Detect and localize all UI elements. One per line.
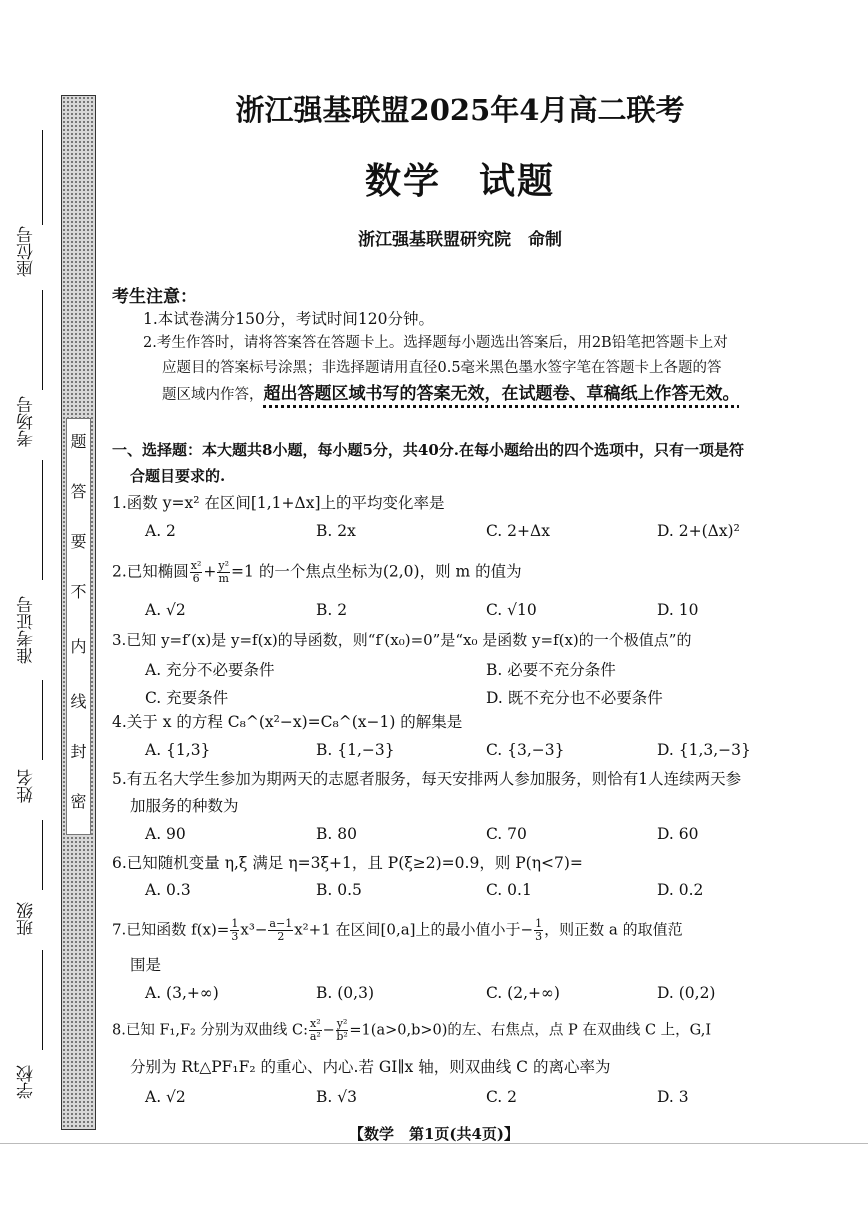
footer-divider: [0, 1143, 868, 1144]
section-heading-line1: 一、选择题：本大题共8小题，每小题5分，共40分.在每小题给出的四个选项中，只有一项是符: [112, 441, 744, 459]
q1-option-c: C. 2+Δx: [486, 522, 550, 540]
q2-option-a: A. √2: [145, 601, 186, 619]
q3-option-c: C. 充要条件: [145, 689, 229, 707]
question-3-stem: 3.已知 y=f′(x)是 y=f(x)的导函数，则“f′(x₀)=0”是“x₀ 是函数 y=f(x)的一个极值点”的: [112, 631, 692, 649]
q1-option-b: B. 2x: [316, 522, 356, 540]
q6-option-a: A. 0.3: [145, 881, 191, 899]
question-8-stem: 8.已知 F₁,F₂ 分别为双曲线 C: $\frac{\text{x²}}{\text{a²}}$ − $\frac{\text{y²}}{\text{b²}}$ =1(a>0,b>0)的左、右焦点，点 P 在双曲线 C 上，G,I: [112, 1017, 712, 1043]
subject-title: 数学 试题: [364, 160, 555, 202]
q2-option-d: D. 10: [657, 601, 699, 619]
q4-option-a: A. {1,3}: [145, 741, 211, 759]
question-7-stem: 7.已知函数 f(x)= $\frac{1}{3}$ x³− $\frac{a-1}{2}$ x²+1 在区间[0,a]上的最小值小于− $\frac{1}{3}$ ，则正数 a 的取值范: [112, 917, 683, 943]
notice-item-2-line1: 2.考生作答时，请将答案答在答题卡上。选择题每小题选出答案后，用2B铅笔把答题卡上对: [143, 335, 728, 351]
q7-option-b: B. (0,3): [316, 984, 374, 1002]
question-5-line2: 加服务的种数为: [130, 797, 239, 815]
q8-option-c: C. 2: [486, 1088, 518, 1106]
notice-item-2-text: 题区域内作答，: [162, 387, 264, 403]
q2-option-b: B. 2: [316, 601, 348, 619]
class-label: 班级: [17, 902, 37, 936]
q5-option-b: B. 80: [316, 825, 357, 843]
notice-heading: 考生注意：: [112, 287, 197, 307]
q3-option-b: B. 必要不充分条件: [486, 661, 616, 679]
q3-option-d: D. 既不充分也不必要条件: [486, 689, 663, 707]
q7-option-c: C. (2,+∞): [486, 984, 560, 1002]
exam-room-label: 考场号: [17, 396, 37, 448]
q7-option-a: A. (3,+∞): [145, 984, 219, 1002]
producer-line: 浙江强基联盟研究院 命制: [358, 230, 562, 250]
q5-option-d: D. 60: [657, 825, 699, 843]
school-label: 学校: [17, 1065, 37, 1099]
seal-char: 内: [70, 637, 87, 656]
q4-option-d: D. {1,3,−3}: [657, 741, 751, 759]
name-label: 姓名: [17, 769, 37, 803]
seat-number-label: 座位号: [17, 226, 37, 278]
q8-option-a: A. √2: [145, 1088, 186, 1106]
notice-emphasis: 超出答题区域书写的答案无效，在试题卷、草稿纸上作答无效。: [263, 384, 740, 404]
seal-char: 封: [70, 742, 87, 761]
seal-char: 密: [70, 792, 87, 811]
seal-char: 要: [70, 532, 87, 551]
binding-margin: [14, 0, 54, 1227]
seal-char: 题: [70, 432, 87, 451]
notice-item-2-line2: 应题目的答案标号涂黑；非选择题请用直径0.5毫米黑色墨水签字笔在答题卡上各题的答: [162, 360, 722, 376]
question-6-stem: 6.已知随机变量 η,ξ 满足 η=3ξ+1，且 P(ξ≥2)=0.9，则 P(η<7)=: [112, 854, 583, 872]
q1-option-a: A. 2: [145, 522, 176, 540]
q4-option-b: B. {1,−3}: [316, 741, 395, 759]
seal-line-box: [66, 418, 91, 835]
question-7-line2: 围是: [130, 956, 162, 974]
question-5-line1: 5.有五名大学生参加为期两天的志愿者服务，每天安排两人参加服务，则恰有1人连续两天参: [112, 770, 742, 788]
page-footer: 【数学 第1页(共4页)】: [348, 1125, 520, 1143]
q6-option-d: D. 0.2: [657, 881, 704, 899]
notice-item-2-line3: [162, 384, 740, 405]
question-4-stem: 4.关于 x 的方程 C₈^(x²−x)=C₈^(x−1) 的解集是: [112, 713, 463, 731]
section-heading-line2: 合题目要求的.: [130, 467, 226, 485]
ticket-number-label: 准考证号: [17, 596, 37, 664]
q1-option-d: D. 2+(Δx)²: [657, 522, 740, 540]
seal-char: 答: [70, 482, 87, 501]
q8-option-d: D. 3: [657, 1088, 689, 1106]
q7-option-d: D. (0,2): [657, 984, 716, 1002]
seal-char: 线: [70, 692, 87, 711]
q3-option-a: A. 充分不必要条件: [145, 661, 275, 679]
q4-option-c: C. {3,−3}: [486, 741, 565, 759]
q5-option-c: C. 70: [486, 825, 527, 843]
q6-option-b: B. 0.5: [316, 881, 362, 899]
q5-option-a: A. 90: [145, 825, 186, 843]
notice-item-1: 1.本试卷满分150分，考试时间120分钟。: [143, 310, 434, 328]
question-1-stem: 1.函数 y=x² 在区间[1,1+Δx]上的平均变化率是: [112, 494, 445, 512]
exam-title: 浙江强基联盟2025年4月高二联考: [235, 93, 685, 127]
q2-option-c: C. √10: [486, 601, 537, 619]
q6-option-c: C. 0.1: [486, 881, 532, 899]
question-8-line2: 分别为 Rt△PF₁F₂ 的重心、内心.若 GI∥x 轴，则双曲线 C 的离心率为: [130, 1058, 611, 1076]
seal-char: 不: [70, 582, 87, 601]
q8-option-b: B. √3: [316, 1088, 357, 1106]
question-2-stem: 2.已知椭圆 $\frac{\text{x²}}{6}$ + $\frac{\text{y²}}{m}$ =1 的一个焦点坐标为(2,0)，则 m 的值为: [112, 559, 522, 585]
